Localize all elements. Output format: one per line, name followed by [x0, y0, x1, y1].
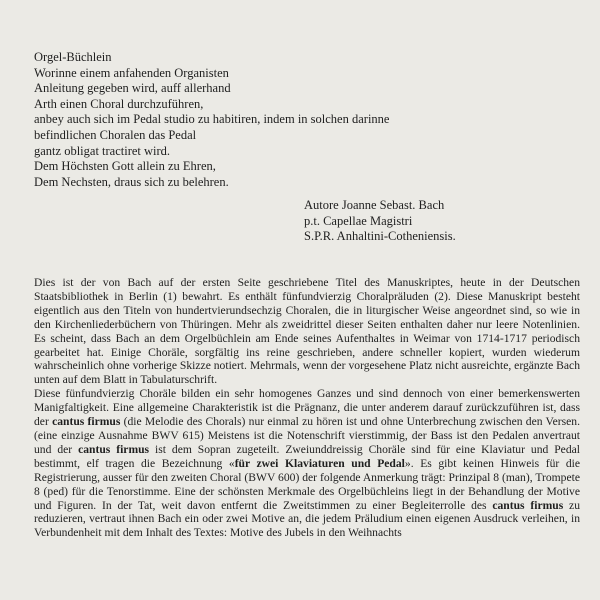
- term-cantus-firmus: cantus firmus: [52, 415, 121, 429]
- text-run: (die Melodie des Chorals) nur einmal zu hören ist und ohne Unterbrechung zwischen den Versen. (eine einzige Ausnahme BWV 615) Meistens ist die Notenschrift vierstimmig, der Bass ist den Pedalen anvertraut und der: [34, 415, 580, 456]
- title-block: [34, 50, 389, 190]
- title-line: befindlichen Choralen das Pedal: [34, 127, 197, 142]
- term-zwei-klaviaturen: für zwei Klaviaturen und Pedal: [234, 456, 405, 470]
- title-line: Arth einen Choral durchzuführen,: [34, 96, 204, 111]
- signature-block: [304, 198, 456, 245]
- title-line: Anleitung gegeben wird, auff allerhand: [34, 81, 231, 96]
- title-line: gantz obligat tractiret wird.: [34, 143, 171, 158]
- text-run: Diese fünfundvierzig Choräle bilden ein sehr homogenes Ganzes und sind dennoch von einer bemerkenswerten Manigfaltigkeit. Eine allgemeine Charakteristik ist die Prägnanz, die unter anderem darauf zurückzuführen ist, dass der: [34, 387, 580, 429]
- paragraph-2: [34, 387, 580, 540]
- signature-line: Autore Joanne Sebast. Bach: [304, 198, 445, 212]
- text-run: zu reduzieren, vertraut ihnen Bach ein oder zwei Motive an, die jedem Präludium einen eigenen Ausdruck verleihen, in Verbundenheit mit dem Inhalt des Textes: Motive des Jubels in den Weihnachts: [34, 498, 580, 540]
- paragraph-1: Dies ist der von Bach auf der ersten Seite geschriebene Titel des Manuskriptes, heute in der Deutschen Staatsbibliothek in Berlin (1) bewahrt. Es enthält fünfundvierzig Choralpräluden (2). Diese Manuskript besteht eigentlich aus den Titeln von hundertvierundsechzig Choralen, die in liturgischer Weise angeordnet sind, so wie in den Kirchenliederbüchern von Thüringen. Mehr als zweidrittel dieser Seiten enthalten daher nur leere Notenlinien. Es scheint, dass Bach an dem Orgelbüchlein am Ende seines Aufenthaltes in Weimar von 1714-1717 periodisch gearbeitet hat. Einige Choräle, sorgfältig ins reine geschrieben, andere schneller kopiert, wurden wiederum wahrscheinlich ohne vorherige Skizze notiert. Mehrmals, wenn der vorgesehene Platz nicht ausreichte, ergänzte Bach unten auf dem Blatt in Tabulaturschrift.: [34, 276, 580, 387]
- body-text: [34, 276, 580, 540]
- title-line: Worinne einem anfahenden Organisten: [34, 65, 229, 80]
- term-cantus-firmus: cantus firmus: [492, 498, 564, 512]
- signature-line: S.P.R. Anhaltini-Cotheniensis.: [304, 229, 456, 244]
- text-run: ». Es gibt keinen Hinweis für die Registrierung, ausser für den zweiten Choral (BWV 600) der folgende Anmerkung trägt: Prinzipal 8 (man), Trompete 8 (ped) für die Tenorstimme. Eine der schönsten Merkmale des Orgelbüchleins liegt in der Behandlung der Motive und Figuren. In der Tat, weit davon entfernt die Zweitstimmen zu einer Begleiterrolle des: [34, 456, 580, 512]
- title-line: Dem Höchsten Gott allein zu Ehren,: [34, 159, 216, 174]
- text-run: ist dem Sopran zugeteilt. Zweiunddreissig Choräle sind für eine Klaviatur und Pedal bestimmt, elf tragen die Bezeichnung «: [34, 442, 580, 470]
- title-line: Dem Nechsten, draus sich zu belehren.: [34, 174, 229, 189]
- title-line: Orgel-Büchlein: [34, 50, 112, 64]
- title-line: anbey auch sich im Pedal studio zu habitiren, indem in solchen darinne: [34, 112, 390, 127]
- signature-line: p.t. Capellae Magistri: [304, 213, 413, 228]
- term-cantus-firmus: cantus firmus: [78, 442, 150, 456]
